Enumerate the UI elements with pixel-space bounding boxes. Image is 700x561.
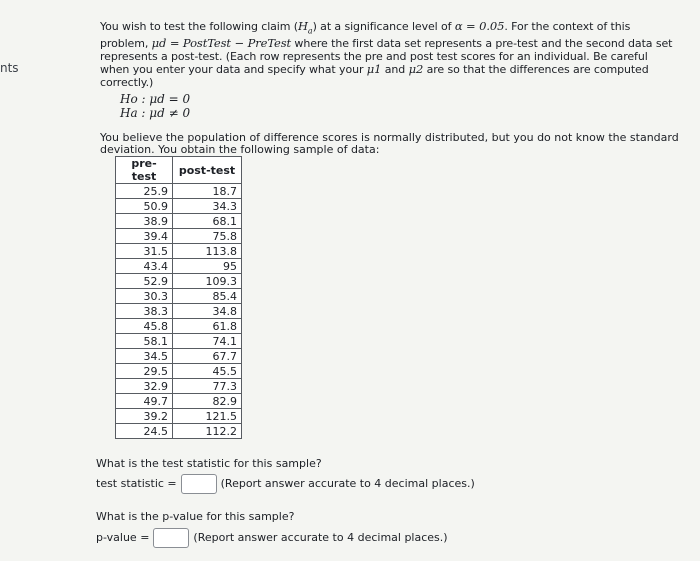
post-test-value: 61.8 — [173, 319, 242, 334]
post-test-value: 68.1 — [173, 214, 242, 229]
test-statistic-hint: (Report answer accurate to 4 decimal places.) — [220, 477, 475, 490]
pre-test-value: 32.9 — [116, 379, 173, 394]
test-statistic-question: What is the test statistic for this sample? — [96, 457, 322, 470]
table-row — [116, 229, 242, 244]
sidebar-label: nts — [0, 61, 19, 75]
post-test-value: 74.1 — [173, 334, 242, 349]
post-test-value: 45.5 — [173, 364, 242, 379]
post-test-value: 95 — [173, 259, 242, 274]
p-value-row — [96, 528, 448, 548]
pre-test-value: 34.5 — [116, 349, 173, 364]
table-row — [116, 199, 242, 214]
table-row — [116, 319, 242, 334]
table-row — [116, 349, 242, 364]
pre-test-value: 38.3 — [116, 304, 173, 319]
pre-test-value: 29.5 — [116, 364, 173, 379]
table-row — [116, 244, 242, 259]
header-pre-test: pre-test — [116, 157, 173, 184]
post-test-value: 67.7 — [173, 349, 242, 364]
p-value-question: What is the p-value for this sample? — [96, 510, 295, 523]
post-test-value: 85.4 — [173, 289, 242, 304]
test-statistic-input[interactable] — [181, 474, 217, 494]
mu2-symbol: μ2 — [408, 62, 424, 77]
pre-test-value: 30.3 — [116, 289, 173, 304]
post-test-value: 34.3 — [173, 199, 242, 214]
p-value-hint: (Report answer accurate to 4 decimal places.) — [193, 531, 448, 544]
post-test-value: 18.7 — [173, 184, 242, 199]
post-test-value: 82.9 — [173, 394, 242, 409]
pre-test-value: 50.9 — [116, 199, 173, 214]
post-test-value: 34.8 — [173, 304, 242, 319]
pre-test-value: 49.7 — [116, 394, 173, 409]
post-test-value: 77.3 — [173, 379, 242, 394]
table-row — [116, 334, 242, 349]
mu-d-definition: μd = PostTest − PreTest — [151, 36, 292, 51]
question-content — [96, 19, 680, 544]
problem-intro: You wish to test the following claim $(H_a)$ at a significance level of α = 0.05. For the context of this problem, μd = PostTest − PreTest where the first data set represents a pre-test and the second data set represents a post-test. (Each row represents the pre and post test scores for an individual. Be careful when you enter your data and specify what your μ1 and μ2 are so that the differences are computed correctly.) — [100, 19, 673, 90]
pre-test-value: 45.8 — [116, 319, 173, 334]
p-value-input[interactable] — [153, 528, 189, 548]
test-statistic-row — [96, 474, 475, 494]
table-row — [116, 394, 242, 409]
post-test-value: 121.5 — [173, 409, 242, 424]
test-statistic-label: test statistic = — [96, 477, 177, 490]
mu1-symbol: μ1 — [366, 62, 382, 77]
table-header-row — [116, 157, 242, 184]
pre-test-value: 24.5 — [116, 424, 173, 439]
data-table — [115, 156, 242, 439]
hypotheses — [120, 92, 190, 120]
table-row — [116, 409, 242, 424]
pre-test-value: 43.4 — [116, 259, 173, 274]
table-row — [116, 214, 242, 229]
pre-test-value: 31.5 — [116, 244, 173, 259]
table-row — [116, 424, 242, 439]
table-row — [116, 379, 242, 394]
table-row — [116, 274, 242, 289]
table-row — [116, 364, 242, 379]
data-description: You believe the population of difference scores is normally distributed, but you do not know the standard deviation. You obtain the following sample of data: — [100, 131, 679, 156]
pre-test-value: 58.1 — [116, 334, 173, 349]
post-test-value: 112.2 — [173, 424, 242, 439]
table-row — [116, 184, 242, 199]
table-row — [116, 289, 242, 304]
pre-test-value: 38.9 — [116, 214, 173, 229]
ha-symbol: $H_a$ — [297, 19, 313, 36]
null-hypothesis: Ho : μd = 0 — [120, 92, 191, 106]
pre-test-value: 39.4 — [116, 229, 173, 244]
pre-test-value: 39.2 — [116, 409, 173, 424]
post-test-value: 75.8 — [173, 229, 242, 244]
table-row — [116, 259, 242, 274]
post-test-value: 113.8 — [173, 244, 242, 259]
alpha-value: α = 0.05 — [454, 19, 505, 33]
header-post-test: post-test — [173, 157, 242, 184]
post-test-value: 109.3 — [173, 274, 242, 289]
alternative-hypothesis: Ha : μd ≠ 0 — [120, 106, 191, 120]
p-value-label: p-value = — [96, 531, 150, 544]
pre-test-value: 25.9 — [116, 184, 173, 199]
pre-test-value: 52.9 — [116, 274, 173, 289]
table-row — [116, 304, 242, 319]
